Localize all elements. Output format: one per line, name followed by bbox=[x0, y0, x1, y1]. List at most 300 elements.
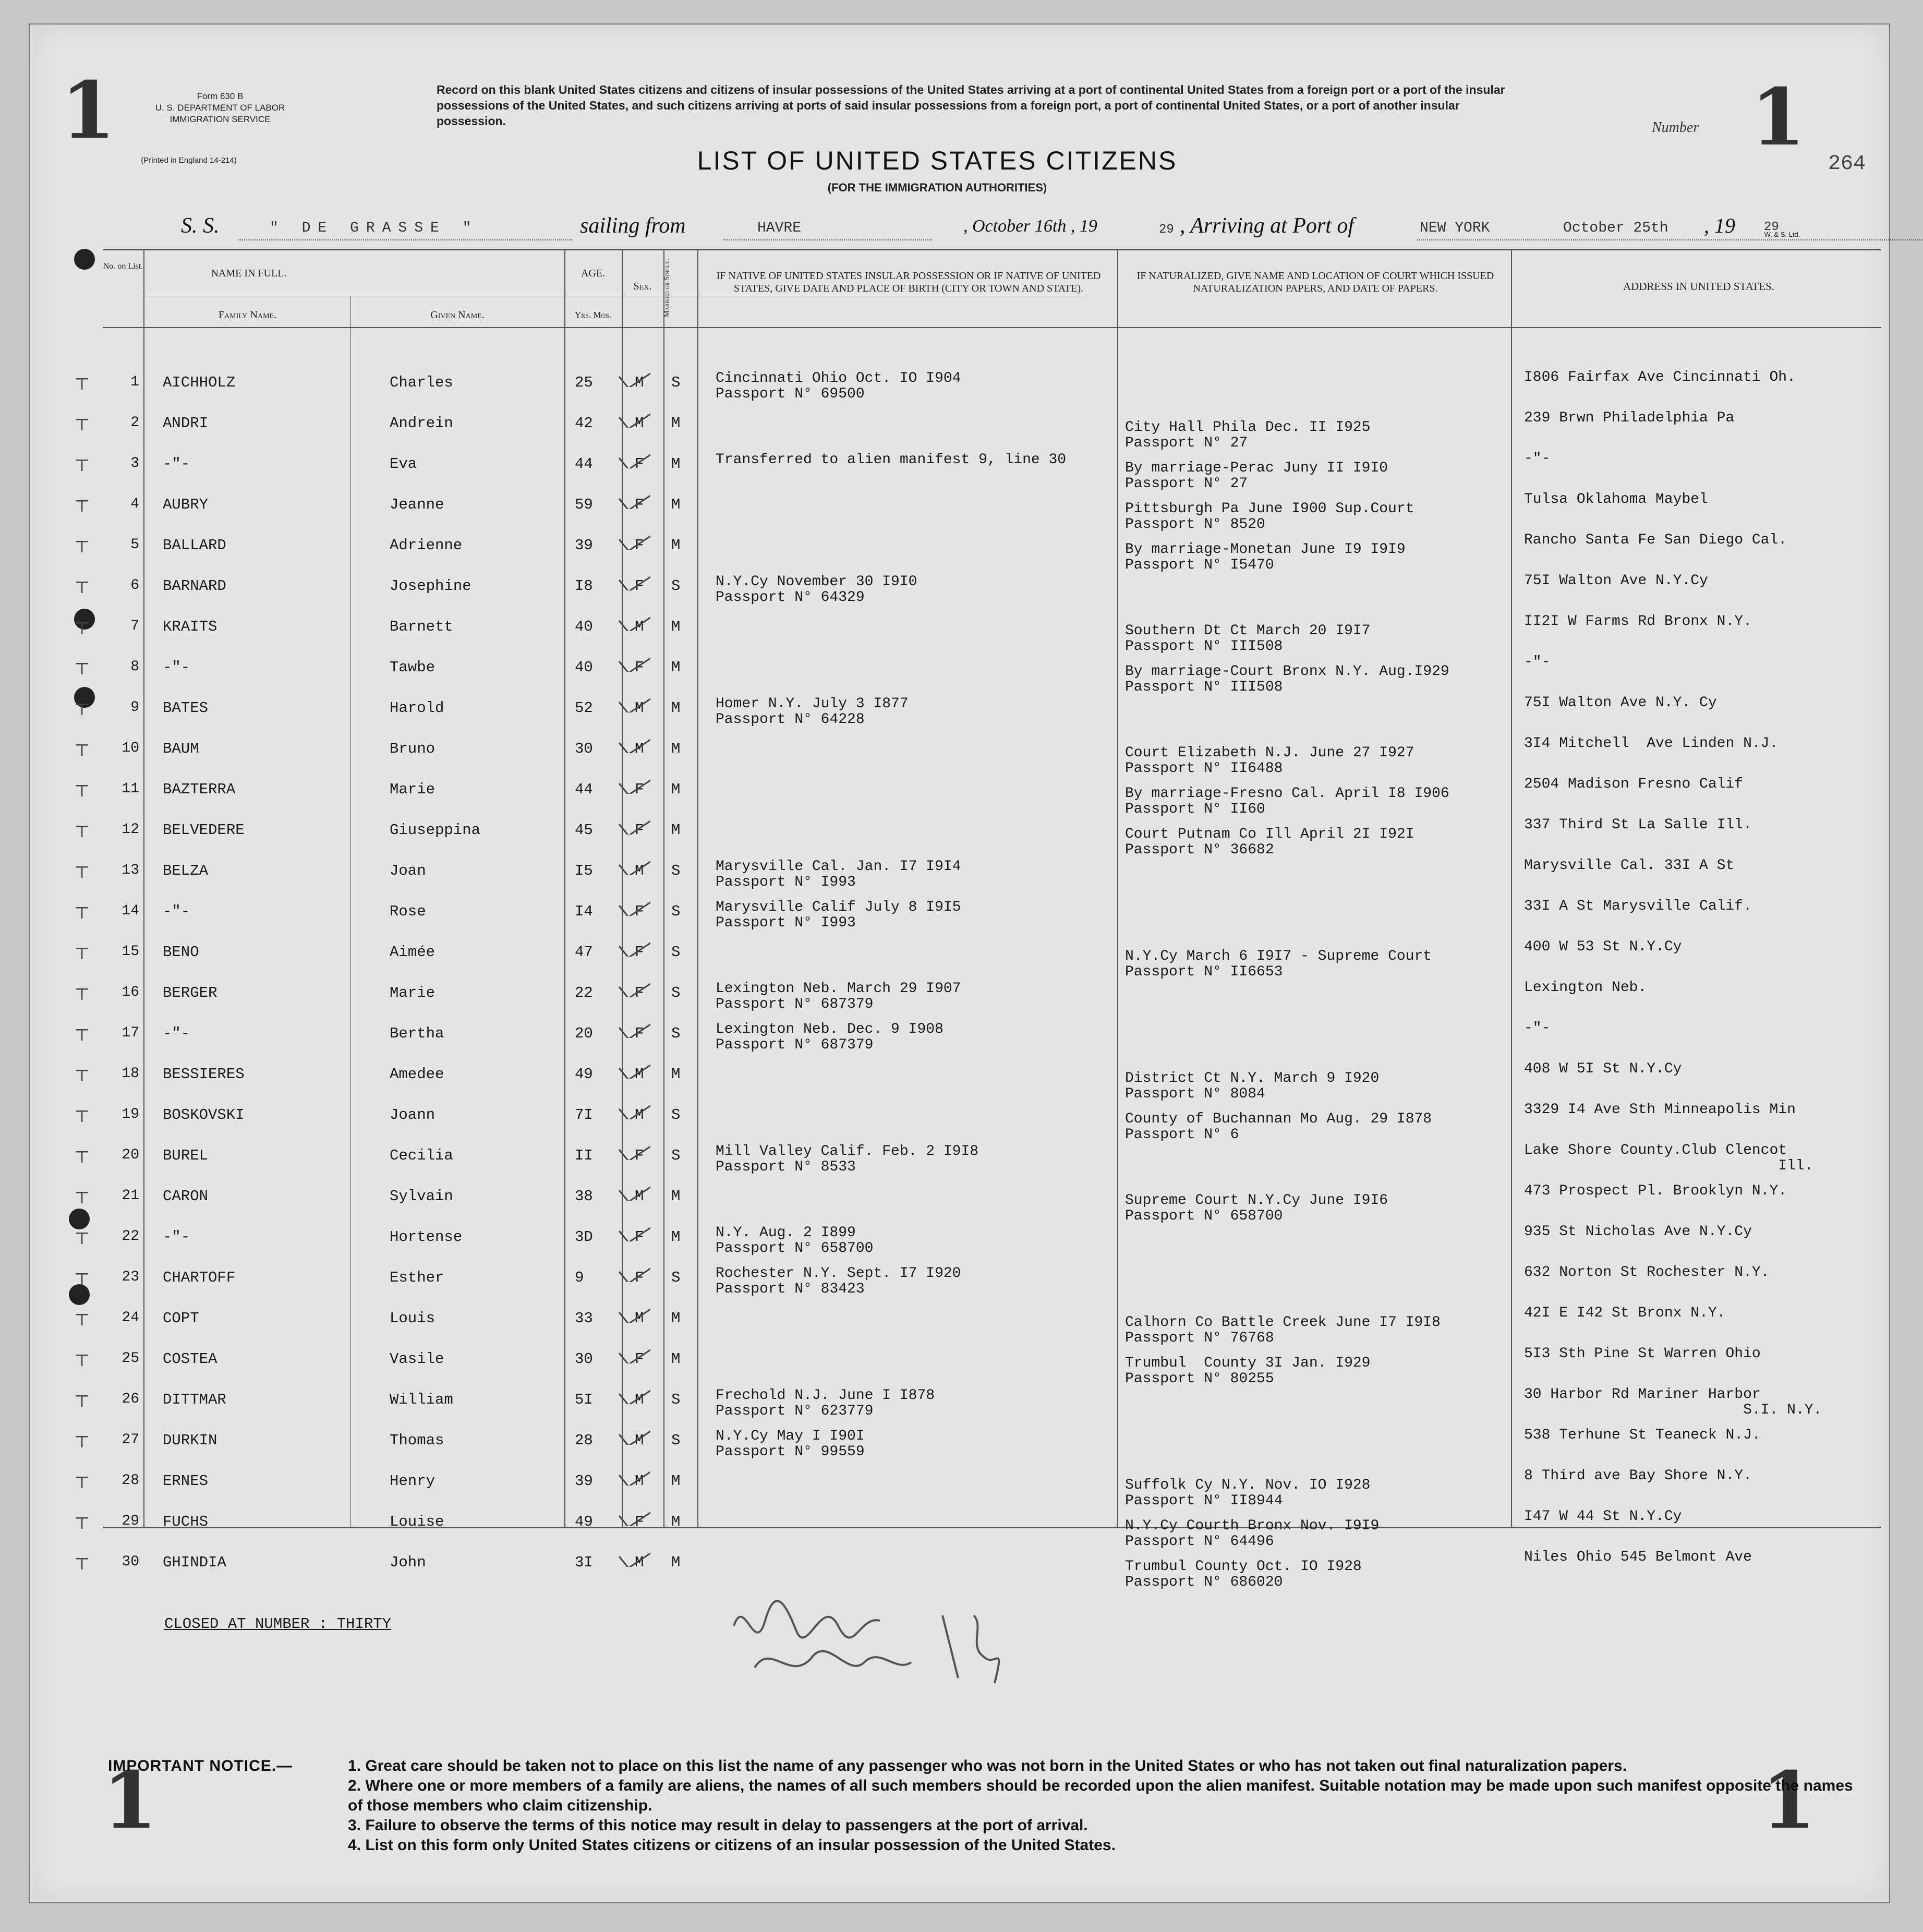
row-number: 7 bbox=[130, 618, 139, 634]
sex: F bbox=[635, 903, 644, 920]
sail-date: , October 16th , 19 bbox=[963, 216, 1097, 236]
age-years: I4 bbox=[575, 903, 593, 920]
given-name: Amedee bbox=[390, 1066, 444, 1083]
family-name: CHARTOFF bbox=[163, 1269, 236, 1286]
marital-status: M bbox=[671, 1513, 681, 1530]
ship-dotline bbox=[238, 239, 572, 240]
row-number: 16 bbox=[122, 984, 139, 1000]
number-label: Number bbox=[1652, 119, 1699, 136]
page-title: LIST OF UNITED STATES CITIZENS bbox=[697, 146, 1178, 175]
marital-status: S bbox=[671, 862, 681, 879]
printer-mark: W. & S. Ltd. bbox=[1764, 231, 1800, 238]
margin-tick: ⊤ bbox=[74, 618, 90, 638]
margin-tick: ⊤ bbox=[74, 1472, 90, 1492]
table-top-rule bbox=[103, 249, 1881, 250]
family-name: AUBRY bbox=[163, 496, 209, 513]
us-address: Marysville Cal. 33I A St bbox=[1524, 858, 1735, 874]
us-address: 3329 I4 Ave Sth Minneapolis Min bbox=[1524, 1102, 1796, 1118]
given-name: Sylvain bbox=[390, 1188, 453, 1205]
given-name: Vasile bbox=[390, 1350, 444, 1368]
us-address: Lake Shore County.Club Clencot Ill. bbox=[1524, 1142, 1813, 1174]
given-name: Rose bbox=[390, 903, 426, 920]
age-years: 52 bbox=[575, 699, 593, 717]
given-name: Henry bbox=[390, 1472, 436, 1490]
family-name: -"- bbox=[163, 659, 190, 676]
age-years: 25 bbox=[575, 374, 593, 391]
arrival-dotline bbox=[1417, 239, 1923, 240]
sex: F bbox=[635, 781, 644, 798]
age-years: 44 bbox=[575, 781, 593, 798]
sex: F bbox=[635, 1025, 644, 1042]
marital-status: S bbox=[671, 1106, 681, 1124]
sex: F bbox=[635, 1350, 644, 1368]
family-name: BOSKOVSKI bbox=[163, 1106, 245, 1124]
birth-place: Transferred to alien manifest 9, line 30 bbox=[716, 452, 1067, 468]
tick-mark bbox=[614, 1378, 650, 1404]
tick-mark bbox=[614, 971, 650, 997]
birth-place: Lexington Neb. March 29 I907 Passport N° 687379 bbox=[716, 981, 961, 1012]
age-years: 39 bbox=[575, 1472, 593, 1490]
marital-status: M bbox=[671, 699, 681, 717]
family-name: CARON bbox=[163, 1188, 209, 1205]
notice-item-2: 2. Where one or more members of a family are aliens, the names of all such members should be recorded upon the alien manifest. Suitable notation may be made upon such manifest opposite the names of those members who claim citizenship. bbox=[348, 1777, 1853, 1814]
sex: F bbox=[635, 944, 644, 961]
col-rule bbox=[697, 249, 698, 1527]
us-address: 30 Harbor Rd Mariner Harbor S.I. N.Y. bbox=[1524, 1386, 1822, 1418]
sex: F bbox=[635, 1147, 644, 1164]
given-name: Harold bbox=[390, 699, 444, 717]
naturalization: By marriage-Monetan June I9 I9I9 Passport N° I5470 bbox=[1125, 541, 1406, 573]
margin-tick: ⊤ bbox=[74, 822, 90, 841]
row-number: 24 bbox=[122, 1310, 139, 1326]
tick-mark bbox=[614, 1419, 650, 1445]
sex: M bbox=[635, 1391, 644, 1408]
sex: F bbox=[635, 1269, 644, 1286]
naturalization: Trumbul County Oct. IO I928 Passport N° 686020 bbox=[1125, 1559, 1362, 1590]
tick-mark bbox=[614, 1459, 650, 1486]
family-name: GHINDIA bbox=[163, 1554, 226, 1571]
row-number: 19 bbox=[122, 1106, 139, 1122]
sex: M bbox=[635, 1310, 644, 1327]
us-address: -"- bbox=[1524, 1020, 1551, 1036]
naturalization: Court Elizabeth N.J. June 27 I927 Passport N° II6488 bbox=[1125, 745, 1414, 777]
marital-status: M bbox=[671, 1350, 681, 1368]
tick-mark bbox=[614, 768, 650, 794]
margin-tick: ⊤ bbox=[74, 659, 90, 679]
header-bottom-rule bbox=[103, 327, 1881, 328]
row-number: 30 bbox=[122, 1554, 139, 1570]
marital-status: S bbox=[671, 577, 681, 595]
us-address: -"- bbox=[1524, 654, 1551, 670]
tick-mark bbox=[614, 931, 650, 957]
given-name: Giuseppina bbox=[390, 822, 481, 839]
tick-mark bbox=[614, 1093, 650, 1119]
naturalization: N.Y.Cy March 6 I9I7 - Supreme Court Passport N° II6653 bbox=[1125, 948, 1432, 980]
header-notice: Record on this blank United States citizens and citizens of insular possessions of the United States arriving at a port of continental United States from a foreign port or a port of the insular possessions of the United States, and such citizens arriving at ports of said insular possessions from a foreign port, a port of continental United States, or a port of another insular possession. bbox=[437, 83, 1505, 128]
marital-status: M bbox=[671, 1310, 681, 1327]
us-address: Rancho Santa Fe San Diego Cal. bbox=[1524, 532, 1787, 548]
family-name: BALLARD bbox=[163, 537, 226, 554]
birth-place: Marysville Calif July 8 I9I5 Passport N° I993 bbox=[716, 899, 961, 931]
family-name: FUCHS bbox=[163, 1513, 209, 1530]
family-name: -"- bbox=[163, 1025, 190, 1042]
arrival-port: NEW YORK bbox=[1420, 220, 1490, 236]
margin-tick: ⊤ bbox=[74, 1188, 90, 1208]
given-name: Tawbe bbox=[390, 659, 436, 676]
page-number: 264 bbox=[1828, 152, 1866, 176]
notice-item-1: 1. Great care should be taken not to place on this list the name of any passenger who was not born in the United States or who has not taken out final naturalization papers. bbox=[348, 1757, 1627, 1774]
naturalization: Suffolk Cy N.Y. Nov. IO I928 Passport N° II8944 bbox=[1125, 1477, 1371, 1509]
age-years: 40 bbox=[575, 618, 593, 635]
given-name: Marie bbox=[390, 781, 436, 798]
age-years: 59 bbox=[575, 496, 593, 513]
age-years: I5 bbox=[575, 862, 593, 879]
corner-number-top-left: 1 bbox=[61, 65, 116, 156]
family-name: BATES bbox=[163, 699, 209, 717]
row-number: 4 bbox=[130, 496, 139, 512]
naturalization: N.Y.Cy Courth Bronx Nov. I9I9 Passport N° 64496 bbox=[1125, 1518, 1380, 1550]
printed-note: (Printed in England 14-214) bbox=[141, 156, 237, 165]
row-number: 1 bbox=[130, 374, 139, 390]
age-years: 44 bbox=[575, 455, 593, 473]
age-years: 5I bbox=[575, 1391, 593, 1408]
col-name-in-full: NAME IN FULL. bbox=[211, 268, 287, 279]
given-name: Bertha bbox=[390, 1025, 444, 1042]
col-family-name: Family Name. bbox=[218, 309, 277, 321]
arrival-date: October 25th bbox=[1563, 220, 1668, 236]
marital-status: M bbox=[671, 822, 681, 839]
tick-mark bbox=[614, 483, 650, 509]
row-number: 8 bbox=[130, 659, 139, 675]
important-notice bbox=[108, 1756, 1871, 1855]
tick-mark bbox=[614, 1134, 650, 1160]
sex: F bbox=[635, 537, 644, 554]
tick-mark bbox=[614, 646, 650, 672]
row-number: 11 bbox=[122, 781, 139, 797]
given-name: Thomas bbox=[390, 1432, 444, 1449]
birth-place: Mill Valley Calif. Feb. 2 I9I8 Passport N° 8533 bbox=[716, 1143, 979, 1175]
age-years: 49 bbox=[575, 1513, 593, 1530]
margin-tick: ⊤ bbox=[74, 1147, 90, 1167]
given-name: Josephine bbox=[390, 577, 471, 595]
row-number: 18 bbox=[122, 1066, 139, 1082]
tick-mark bbox=[614, 1541, 650, 1567]
margin-tick: ⊤ bbox=[74, 1228, 90, 1248]
given-name: Eva bbox=[390, 455, 417, 473]
age-years: 9 bbox=[575, 1269, 584, 1286]
us-address: 337 Third St La Salle Ill. bbox=[1524, 817, 1752, 833]
row-number: 3 bbox=[130, 455, 139, 472]
list-number: 1 bbox=[1751, 71, 1806, 163]
tick-mark bbox=[614, 442, 650, 468]
given-name: Joann bbox=[390, 1106, 436, 1124]
form-number: Form 630 B bbox=[197, 91, 244, 101]
sex: M bbox=[635, 374, 644, 391]
col-naturalized: IF NATURALIZED, GIVE NAME AND LOCATION OF COURT WHICH ISSUED NATURALIZATION PAPERS, AND DATE OF PAPERS. bbox=[1136, 270, 1494, 294]
margin-tick: ⊤ bbox=[74, 1554, 90, 1574]
birth-place: Lexington Neb. Dec. 9 I908 Passport N° 687379 bbox=[716, 1021, 944, 1053]
given-name: Bruno bbox=[390, 740, 436, 757]
ship-name: " DE GRASSE " bbox=[270, 220, 479, 236]
tick-mark bbox=[614, 524, 650, 550]
corner-number-bottom-right: 1 bbox=[1761, 1755, 1816, 1846]
department-label: U. S. DEPARTMENT OF LABOR bbox=[155, 103, 285, 113]
col-rule bbox=[143, 249, 144, 1527]
age-years: 33 bbox=[575, 1310, 593, 1327]
naturalization: City Hall Phila Dec. II I925 Passport N° 27 bbox=[1125, 419, 1371, 451]
family-name: DITTMAR bbox=[163, 1391, 226, 1408]
marital-status: M bbox=[671, 1472, 681, 1490]
family-name: KRAITS bbox=[163, 618, 217, 635]
naturalization: Calhorn Co Battle Creek June I7 I9I8 Passport N° 76768 bbox=[1125, 1314, 1441, 1346]
sex: M bbox=[635, 1106, 644, 1124]
tick-mark bbox=[614, 1297, 650, 1323]
row-number: 26 bbox=[122, 1391, 139, 1407]
col-birth: IF NATIVE OF UNITED STATES INSULAR POSSESSION OR IF NATIVE OF UNITED STATES, GIVE DATE AND PLACE OF BIRTH (CITY OR TOWN AND STATE). bbox=[716, 270, 1101, 294]
marital-status: S bbox=[671, 984, 681, 1001]
margin-tick: ⊤ bbox=[74, 1350, 90, 1370]
family-name: DURKIN bbox=[163, 1432, 217, 1449]
age-years: 22 bbox=[575, 984, 593, 1001]
sex: M bbox=[635, 1432, 644, 1449]
arriving-label: , Arriving at Port of bbox=[1180, 214, 1354, 238]
birth-place: Homer N.Y. July 3 I877 Passport N° 64228 bbox=[716, 696, 909, 728]
margin-tick: ⊤ bbox=[74, 984, 90, 1004]
tick-mark bbox=[614, 727, 650, 753]
margin-tick: ⊤ bbox=[74, 496, 90, 516]
row-number: 25 bbox=[122, 1350, 139, 1367]
tick-mark bbox=[614, 1012, 650, 1038]
margin-tick: ⊤ bbox=[74, 944, 90, 963]
family-name: BELVEDERE bbox=[163, 822, 245, 839]
row-number: 28 bbox=[122, 1472, 139, 1489]
marital-status: M bbox=[671, 1066, 681, 1083]
margin-tick: ⊤ bbox=[74, 1066, 90, 1085]
marital-status: S bbox=[671, 1025, 681, 1042]
family-name: BARNARD bbox=[163, 577, 226, 595]
family-name: COSTEA bbox=[163, 1350, 217, 1368]
naturalization: District Ct N.Y. March 9 I920 Passport N° 8084 bbox=[1125, 1070, 1380, 1102]
us-address: 75I Walton Ave N.Y. Cy bbox=[1524, 695, 1717, 711]
closed-note: CLOSED AT NUMBER : THIRTY bbox=[164, 1615, 392, 1633]
tick-mark bbox=[614, 849, 650, 875]
sail-year: 29 bbox=[1159, 223, 1174, 237]
margin-tick: ⊤ bbox=[74, 1269, 90, 1289]
margin-tick: ⊤ bbox=[74, 1106, 90, 1126]
us-address: 8 Third ave Bay Shore N.Y. bbox=[1524, 1468, 1752, 1484]
col-rule bbox=[350, 296, 351, 1527]
col-yrs-mos: Yrs. Mos. bbox=[574, 310, 612, 320]
margin-tick: ⊤ bbox=[74, 699, 90, 719]
us-address: 33I A St Marysville Calif. bbox=[1524, 898, 1752, 914]
birth-place: Rochester N.Y. Sept. I7 I920 Passport N° 83423 bbox=[716, 1265, 961, 1297]
sex: F bbox=[635, 455, 644, 473]
marital-status: S bbox=[671, 374, 681, 391]
age-years: 47 bbox=[575, 944, 593, 961]
arrival-year: 29 bbox=[1764, 220, 1779, 234]
col-age: AGE. bbox=[580, 268, 606, 279]
given-name: John bbox=[390, 1554, 426, 1571]
margin-tick: ⊤ bbox=[74, 740, 90, 760]
birth-place: Marysville Cal. Jan. I7 I9I4 Passport N° I993 bbox=[716, 859, 961, 890]
family-name: BAUM bbox=[163, 740, 199, 757]
marital-status: M bbox=[671, 537, 681, 554]
tick-mark bbox=[614, 605, 650, 631]
family-name: BAZTERRA bbox=[163, 781, 236, 798]
age-years: 38 bbox=[575, 1188, 593, 1205]
given-name: Jeanne bbox=[390, 496, 444, 513]
family-name: ERNES bbox=[163, 1472, 209, 1490]
age-years: 3D bbox=[575, 1228, 593, 1246]
age-years: 49 bbox=[575, 1066, 593, 1083]
ss-label: S. S. bbox=[181, 214, 220, 238]
naturalization: Pittsburgh Pa June I900 Sup.Court Passport N° 8520 bbox=[1125, 501, 1414, 533]
given-name: Esther bbox=[390, 1269, 444, 1286]
marital-status: S bbox=[671, 1391, 681, 1408]
inspector-signature bbox=[723, 1584, 1057, 1704]
sex: M bbox=[635, 618, 644, 635]
sex: F bbox=[635, 1228, 644, 1246]
given-name: Andrein bbox=[390, 415, 453, 432]
margin-tick: ⊤ bbox=[74, 415, 90, 434]
family-name: COPT bbox=[163, 1310, 199, 1327]
tick-mark bbox=[614, 1337, 650, 1363]
row-number: 2 bbox=[130, 415, 139, 431]
row-number: 14 bbox=[122, 903, 139, 919]
family-name: BENO bbox=[163, 944, 199, 961]
row-number: 27 bbox=[122, 1432, 139, 1448]
marital-status: M bbox=[671, 740, 681, 757]
age-years: 39 bbox=[575, 537, 593, 554]
us-address: Niles Ohio 545 Belmont Ave bbox=[1524, 1549, 1752, 1565]
age-years: 30 bbox=[575, 740, 593, 757]
family-name: AICHHOLZ bbox=[163, 374, 236, 391]
family-name: ANDRI bbox=[163, 415, 209, 432]
col-no: No. on List. bbox=[103, 262, 143, 271]
tick-mark bbox=[614, 361, 650, 387]
naturalization: By marriage-Perac Juny II I9I0 Passport N° 27 bbox=[1125, 460, 1388, 492]
sex: F bbox=[635, 577, 644, 595]
age-years: 40 bbox=[575, 659, 593, 676]
birth-place: N.Y. Aug. 2 I899 Passport N° 658700 bbox=[716, 1225, 874, 1257]
notice-item-3: 3. Failure to observe the terms of this notice may result in delay to passengers at the port of arrival. bbox=[348, 1817, 1088, 1834]
tick-mark bbox=[614, 1256, 650, 1282]
margin-tick: ⊤ bbox=[74, 374, 90, 394]
col-rule bbox=[1117, 249, 1118, 1527]
tick-mark bbox=[614, 564, 650, 590]
row-number: 17 bbox=[122, 1025, 139, 1041]
given-name: Barnett bbox=[390, 618, 453, 635]
marital-status: M bbox=[671, 496, 681, 513]
row-number: 23 bbox=[122, 1269, 139, 1285]
sex: M bbox=[635, 1188, 644, 1205]
arrival-year-prefix: , 19 bbox=[1704, 214, 1735, 237]
row-number: 9 bbox=[130, 699, 139, 716]
col-rule bbox=[1511, 249, 1512, 1527]
us-address: 42I E I42 St Bronx N.Y. bbox=[1524, 1305, 1726, 1321]
age-years: 42 bbox=[575, 415, 593, 432]
punch-hole bbox=[74, 249, 95, 270]
service-label: IMMIGRATION SERVICE bbox=[170, 114, 271, 124]
col-rule bbox=[564, 249, 565, 1527]
row-number: 6 bbox=[130, 577, 139, 594]
marital-status: S bbox=[671, 903, 681, 920]
us-address: I806 Fairfax Ave Cincinnati Oh. bbox=[1524, 369, 1796, 385]
col-rule bbox=[663, 249, 664, 1527]
us-address: 75I Walton Ave N.Y.Cy bbox=[1524, 573, 1708, 589]
sex: M bbox=[635, 740, 644, 757]
given-name: Marie bbox=[390, 984, 436, 1001]
given-name: William bbox=[390, 1391, 453, 1408]
us-address: 2504 Madison Fresno Calif bbox=[1524, 776, 1744, 792]
row-number: 22 bbox=[122, 1228, 139, 1245]
marital-status: S bbox=[671, 1147, 681, 1164]
family-name: BESSIERES bbox=[163, 1066, 245, 1083]
naturalization: Trumbul County 3I Jan. I929 Passport N° 80255 bbox=[1125, 1355, 1371, 1387]
notice-lead: IMPORTANT NOTICE.— bbox=[108, 1757, 293, 1774]
sex: F bbox=[635, 1513, 644, 1530]
sex: F bbox=[635, 822, 644, 839]
given-name: Cecilia bbox=[390, 1147, 453, 1164]
marital-status: M bbox=[671, 455, 681, 473]
us-address: II2I W Farms Rd Bronx N.Y. bbox=[1524, 613, 1752, 630]
row-number: 15 bbox=[122, 944, 139, 960]
col-rule bbox=[622, 249, 623, 1527]
us-address: 632 Norton St Rochester N.Y. bbox=[1524, 1264, 1770, 1281]
us-address: 408 W 5I St N.Y.Cy bbox=[1524, 1061, 1682, 1077]
marital-status: S bbox=[671, 1269, 681, 1286]
given-name: Charles bbox=[390, 374, 453, 391]
row-number: 12 bbox=[122, 822, 139, 838]
sex: F bbox=[635, 984, 644, 1001]
marital-status: M bbox=[671, 659, 681, 676]
birth-place: Cincinnati Ohio Oct. IO I904 Passport N° 69500 bbox=[716, 370, 961, 402]
age-years: I8 bbox=[575, 577, 593, 595]
col-married-single: Married or Single. bbox=[663, 259, 671, 317]
naturalization: County of Buchannan Mo Aug. 29 I878 Passport N° 6 bbox=[1125, 1111, 1432, 1143]
sex: F bbox=[635, 659, 644, 676]
birth-place: Frechold N.J. June I I878 Passport N° 623779 bbox=[716, 1387, 935, 1419]
naturalization: By marriage-Court Bronx N.Y. Aug.I929 Passport N° III508 bbox=[1125, 663, 1449, 695]
family-name: BERGER bbox=[163, 984, 217, 1001]
sex: M bbox=[635, 1472, 644, 1490]
age-years: 7I bbox=[575, 1106, 593, 1124]
us-address: 5I3 Sth Pine St Warren Ohio bbox=[1524, 1346, 1761, 1362]
page-subtitle: (FOR THE IMMIGRATION AUTHORITIES) bbox=[827, 181, 1047, 194]
us-address: 3I4 Mitchell Ave Linden N.J. bbox=[1524, 735, 1779, 752]
manifest-sheet bbox=[29, 23, 1890, 1903]
us-address: 473 Prospect Pl. Brooklyn N.Y. bbox=[1524, 1183, 1787, 1199]
sex: M bbox=[635, 699, 644, 717]
age-years: II bbox=[575, 1147, 593, 1164]
family-name: -"- bbox=[163, 455, 190, 473]
from-port: HAVRE bbox=[757, 220, 802, 236]
margin-tick: ⊤ bbox=[74, 1513, 90, 1533]
birth-place: N.Y.Cy May I I90I Passport N° 99559 bbox=[716, 1428, 865, 1460]
tick-mark bbox=[614, 1175, 650, 1201]
row-number: 21 bbox=[122, 1188, 139, 1204]
marital-status: M bbox=[671, 1554, 681, 1571]
marital-status: M bbox=[671, 618, 681, 635]
tick-mark bbox=[614, 1053, 650, 1079]
margin-tick: ⊤ bbox=[74, 781, 90, 801]
margin-tick: ⊤ bbox=[74, 1391, 90, 1411]
margin-tick: ⊤ bbox=[74, 1432, 90, 1452]
sex: M bbox=[635, 862, 644, 879]
us-address: Tulsa Oklahoma Maybel bbox=[1524, 491, 1708, 508]
col-sex: Sex. bbox=[633, 281, 652, 292]
margin-tick: ⊤ bbox=[74, 1025, 90, 1045]
